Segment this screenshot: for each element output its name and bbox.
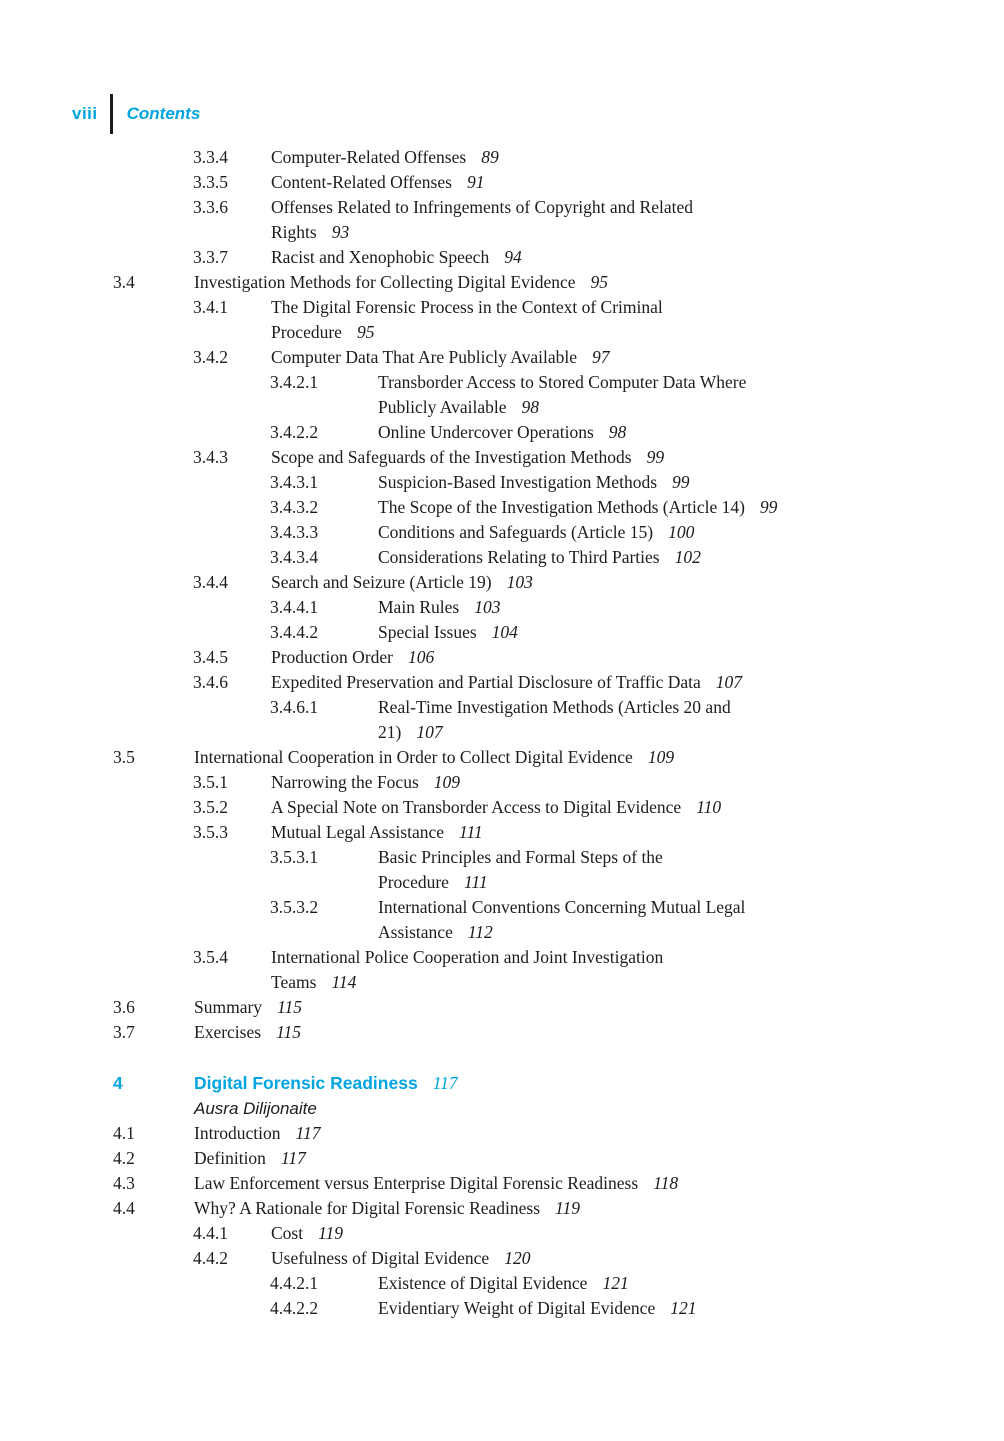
chapter-author-row [0,1096,1004,1121]
toc-entry-number: 4.3 [113,1173,135,1193]
toc-entry [0,770,1004,795]
toc-entry-title: Content-Related Offenses [271,172,452,192]
toc-entry-title: Search and Seizure (Article 19) [271,572,492,592]
toc-entry-title-block [194,995,1004,1020]
toc-entry-title: Narrowing the Focus [271,772,419,792]
running-head [72,94,200,134]
toc-entry [0,620,1004,645]
toc-entry-title-block [194,1171,1004,1196]
toc-entry [0,845,1004,895]
toc-entry-title-block [378,595,1004,620]
toc-entry [0,1146,1004,1171]
toc-entry [0,895,1004,945]
toc-entry [0,420,1004,445]
toc-entry-number: 3.4.2.2 [270,422,319,442]
toc-entry-title-block [378,1271,1004,1296]
toc-entry-page-number: 117 [280,1148,306,1168]
toc-entry-page-number: 118 [653,1173,679,1193]
chapter-heading-row [0,1071,1004,1096]
toc-entry-title-block [194,1121,1004,1146]
chapter-number: 4 [113,1073,123,1093]
toc-entry [0,345,1004,370]
toc-entry-title-block [378,470,1004,495]
chapter-3-entries [0,145,1004,1045]
toc-entry-title: Considerations Relating to Third Parties [378,547,660,567]
toc-entry-number: 3.4 [113,272,135,292]
toc-entry [0,1196,1004,1221]
toc-entry-title: Why? A Rationale for Digital Forensic Readiness [194,1198,541,1218]
toc-entry-page-number: 99 [759,497,778,517]
toc-entry-page-number: 99 [646,447,665,467]
toc-entry-number: 3.4.1 [193,297,228,317]
toc-entry-title-block [271,945,1004,995]
toc-entry-page-number: 94 [504,247,522,267]
toc-entry-number: 4.4.2.1 [270,1273,319,1293]
toc-entry-page-number: 104 [491,622,518,642]
toc-entry-page-number: 119 [318,1223,344,1243]
toc-entry-page-number: 117 [295,1123,321,1143]
toc-entry-title: International Conventions Concerning Mutual Legal [378,897,746,917]
toc-entry [0,795,1004,820]
toc-entry [0,545,1004,570]
toc-entry-title: Cost [271,1223,304,1243]
toc-entry-title: Computer Data That Are Publicly Available [271,347,578,367]
chapter-4-entries [0,1121,1004,1321]
toc-entry-title-continuation: Teams [271,972,317,992]
toc-entry [0,195,1004,245]
toc-entry-number: 3.3.5 [193,172,228,192]
toc-entry [0,670,1004,695]
toc-entry-page-number: 107 [416,722,443,742]
toc-entry-title-block [271,1246,1004,1271]
toc-entry-number: 3.5.1 [193,772,228,792]
toc-entry-title-block [378,895,1004,945]
toc-entry-page-number: 119 [555,1198,580,1218]
toc-entry-page-number: 121 [670,1298,697,1318]
toc-entry-number: 3.4.3.3 [270,522,319,542]
toc-entry-page-number: 102 [674,547,701,567]
toc-entry-title-block [378,1296,1004,1321]
toc-entry-number: 4.1 [113,1123,135,1143]
toc-entry-title: Transborder Access to Stored Computer Data Where [378,372,747,392]
toc-entry-title: Usefulness of Digital Evidence [271,1248,490,1268]
toc-entry-title-continuation: Assistance [378,922,453,942]
toc-entry [0,470,1004,495]
toc-entry [0,1221,1004,1246]
toc-entry-page-number: 115 [277,997,303,1017]
toc-entry-title-block [378,620,1004,645]
table-of-contents [0,145,1004,1321]
toc-entry-number: 3.5.3 [193,822,228,842]
toc-entry [0,1020,1004,1045]
toc-entry-number: 3.4.4 [193,572,228,592]
toc-entry-title: Law Enforcement versus Enterprise Digital Forensic Readiness [194,1173,639,1193]
toc-entry-page-number: 114 [331,972,357,992]
toc-entry-number: 3.3.6 [193,197,228,217]
toc-entry-title-block [271,670,1004,695]
toc-entry-page-number: 103 [474,597,501,617]
toc-entry-number: 3.4.5 [193,647,228,667]
toc-entry-page-number: 93 [331,222,350,242]
toc-entry-page-number: 121 [602,1273,629,1293]
toc-entry-title-block [271,1221,1004,1246]
toc-entry-number: 4.2 [113,1148,135,1168]
toc-entry-number: 3.5 [113,747,135,767]
toc-entry [0,1296,1004,1321]
toc-entry-title-block [378,695,1004,745]
toc-entry-number: 3.4.2 [193,347,228,367]
toc-entry-title: Racist and Xenophobic Speech [271,247,490,267]
toc-entry-page-number: 111 [463,872,488,892]
toc-entry-title: Conditions and Safeguards (Article 15) [378,522,654,542]
toc-entry-title-block [271,770,1004,795]
toc-entry [0,170,1004,195]
toc-entry-title: Evidentiary Weight of Digital Evidence [378,1298,656,1318]
toc-entry [0,695,1004,745]
toc-entry-title: Expedited Preservation and Partial Disclosure of Traffic Data [271,672,701,692]
toc-entry-title-block [271,195,1004,245]
toc-entry [0,1171,1004,1196]
toc-entry [0,495,1004,520]
toc-entry-title-block [271,645,1004,670]
chapter-author: Ausra Dilijonaite [194,1099,317,1118]
toc-entry-title-block [378,845,1004,895]
toc-entry-number: 3.5.3.1 [270,847,319,867]
toc-entry [0,520,1004,545]
toc-entry-title: Summary [194,997,263,1017]
toc-entry [0,595,1004,620]
toc-entry-title: Online Undercover Operations [378,422,594,442]
toc-entry-number: 3.6 [113,997,135,1017]
toc-entry-title-block [271,170,1004,195]
toc-entry-title: Investigation Methods for Collecting Digital Evidence [194,272,576,292]
toc-entry [0,995,1004,1020]
toc-entry-title-block [378,420,1004,445]
toc-entry [0,145,1004,170]
toc-entry-number: 3.4.3.1 [270,472,319,492]
toc-entry-page-number: 103 [506,572,533,592]
toc-entry-title-block [271,820,1004,845]
toc-entry-title-continuation: Rights [271,222,317,242]
folio-page-number: viii [72,104,98,123]
toc-entry-number: 3.3.7 [193,247,228,267]
toc-entry-title-block [194,1196,1004,1221]
toc-entry-page-number: 109 [647,747,675,767]
toc-entry-number: 4.4.2.2 [270,1298,319,1318]
running-head-title: Contents [126,104,201,123]
toc-entry [0,445,1004,470]
toc-entry-title: Scope and Safeguards of the Investigation Methods [271,447,632,467]
toc-entry [0,645,1004,670]
toc-entry-number: 3.4.3.2 [270,497,319,517]
toc-entry-title: Offenses Related to Infringements of Copyright and Related [271,197,693,217]
toc-entry-number: 3.5.3.2 [270,897,319,917]
toc-entry-title-block [378,520,1004,545]
toc-entry-page-number: 110 [696,797,722,817]
toc-entry-page-number: 109 [433,772,461,792]
toc-entry [0,1246,1004,1271]
toc-entry-page-number: 95 [356,322,375,342]
toc-entry-title-block [271,245,1004,270]
toc-entry [0,370,1004,420]
toc-entry-title-block [378,495,1004,520]
toc-entry [0,820,1004,845]
toc-entry-title: Computer-Related Offenses [271,147,467,167]
toc-entry-title: The Digital Forensic Process in the Context of Criminal [271,297,663,317]
toc-entry-number: 3.5.2 [193,797,228,817]
toc-entry [0,570,1004,595]
toc-entry-page-number: 100 [668,522,695,542]
toc-entry-title-block [271,795,1004,820]
toc-entry [0,295,1004,345]
toc-entry-number: 3.7 [113,1022,135,1042]
toc-entry-title-block [378,370,1004,420]
toc-entry-page-number: 89 [481,147,499,167]
toc-entry [0,1121,1004,1146]
toc-entry-number: 3.4.2.1 [270,372,319,392]
toc-entry-title-block [271,345,1004,370]
toc-entry-page-number: 98 [521,397,539,417]
toc-entry-page-number: 120 [504,1248,531,1268]
toc-entry-page-number: 111 [459,822,483,842]
toc-entry-page-number: 107 [715,672,743,692]
toc-entry-number: 4.4.2 [193,1248,228,1268]
toc-entry-title: Existence of Digital Evidence [378,1273,588,1293]
toc-entry-title-continuation: Publicly Available [378,397,507,417]
toc-entry-page-number: 98 [608,422,627,442]
toc-entry [0,270,1004,295]
toc-entry-title-block [271,570,1004,595]
toc-entry-title-block [271,145,1004,170]
toc-entry-title: International Cooperation in Order to Collect Digital Evidence [194,747,633,767]
toc-entry-title-block [194,1020,1004,1045]
toc-entry-number: 3.4.4.2 [270,622,319,642]
toc-entry-title: Suspicion-Based Investigation Methods [378,472,658,492]
toc-entry-number: 4.4.1 [193,1223,228,1243]
toc-entry-number: 3.4.6.1 [270,697,319,717]
toc-entry-title: Introduction [194,1123,281,1143]
toc-entry-page-number: 106 [408,647,435,667]
toc-entry-title: Definition [194,1148,266,1168]
chapter-4-block [0,1071,1004,1321]
chapter-title: Digital Forensic Readiness [194,1073,418,1093]
toc-entry-page-number: 115 [276,1022,302,1042]
toc-entry-title-block [194,270,1004,295]
toc-entry-number: 3.5.4 [193,947,228,967]
toc-entry-number: 3.4.4.1 [270,597,319,617]
toc-entry-number: 3.4.6 [193,672,228,692]
toc-entry [0,945,1004,995]
toc-entry-title: Real-Time Investigation Methods (Articles 20 and [378,697,731,717]
toc-entry-title-block [194,1146,1004,1171]
toc-entry-title-block [378,545,1004,570]
toc-entry-title: International Police Cooperation and Joint Investigation [271,947,664,967]
toc-entry-number: 3.4.3 [193,447,228,467]
header-divider-bar [110,94,113,134]
chapter-page-number: 117 [432,1073,458,1093]
toc-entry [0,245,1004,270]
toc-entry-title: Mutual Legal Assistance [271,822,445,842]
toc-entry-title: Basic Principles and Formal Steps of the [378,847,663,867]
toc-entry-page-number: 97 [592,347,610,367]
toc-entry-title: Special Issues [378,622,477,642]
toc-entry-title-block [194,745,1004,770]
toc-entry-title-continuation: 21) [378,722,402,742]
toc-entry-title-continuation: Procedure [271,322,342,342]
toc-entry-title: Main Rules [378,597,460,617]
toc-entry-page-number: 91 [466,172,485,192]
toc-entry-number: 3.3.4 [193,147,228,167]
toc-entry-number: 4.4 [113,1198,135,1218]
toc-entry-title-block [271,445,1004,470]
toc-entry [0,1271,1004,1296]
toc-entry-number: 3.4.3.4 [270,547,319,567]
toc-entry-title-block [271,295,1004,345]
toc-entry-title: Production Order [271,647,393,667]
toc-entry-title: A Special Note on Transborder Access to Digital Evidence [271,797,682,817]
toc-entry [0,745,1004,770]
toc-entry-title-continuation: Procedure [378,872,449,892]
toc-entry-page-number: 99 [672,472,690,492]
toc-entry-page-number: 95 [590,272,609,292]
toc-entry-title: The Scope of the Investigation Methods (Article 14) [378,497,745,517]
toc-entry-title: Exercises [194,1022,262,1042]
toc-entry-page-number: 112 [467,922,493,942]
